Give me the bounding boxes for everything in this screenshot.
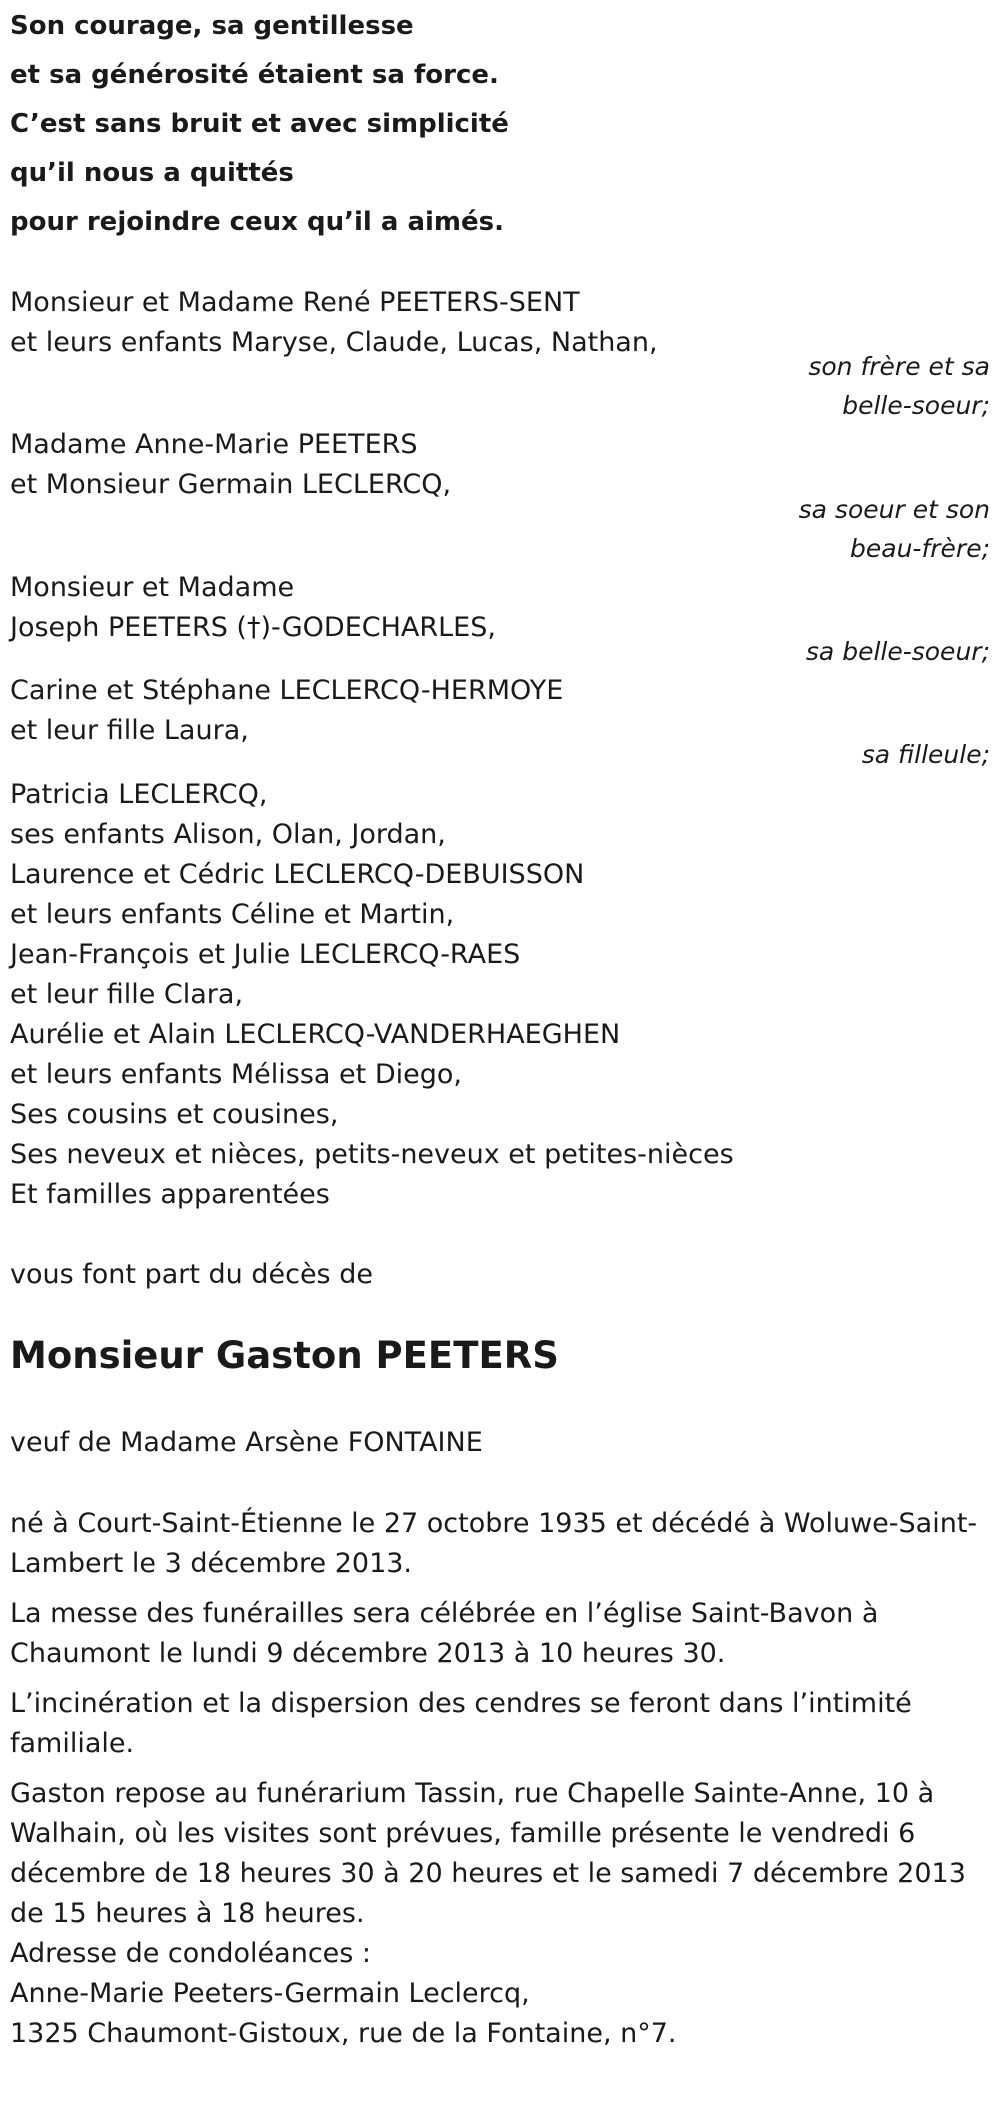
relative-line: Patricia LECLERCQ, [10, 779, 268, 810]
relative-line: Ses neveux et nièces, petits-neveux et petites-nièces [10, 1139, 734, 1170]
birth-death-paragraph: né à Court-Saint-Étienne le 27 octobre 1935 et décédé à Woluwe-Saint-Lambert le 3 décembre 2013. [10, 1508, 978, 1579]
relation-label: belle-soeur; [842, 391, 990, 420]
mass-paragraph: La messe des funérailles sera célébrée en l’église Saint-Bavon à Chaumont le lundi 9 décembre 2013 à 10 heures 30. [10, 1598, 879, 1669]
relation-label: son frère et sa [808, 352, 990, 381]
epitaph-line: et sa générosité étaient sa force. [10, 60, 499, 90]
relative-line: Ses cousins et cousines, [10, 1099, 339, 1130]
relative-line: et leurs enfants Mélissa et Diego, [10, 1059, 462, 1090]
condolences-address: 1325 Chaumont-Gistoux, rue de la Fontaine, n°7. [10, 2018, 677, 2049]
relation-label: sa belle-soeur; [805, 637, 990, 666]
deceased-name: Monsieur Gaston PEETERS [10, 1334, 559, 1377]
relative-line: Et familles apparentées [10, 1179, 330, 1210]
relation-label: beau-frère; [850, 534, 990, 563]
epitaph-line: qu’il nous a quittés [10, 158, 294, 188]
family-line: et leurs enfants Maryse, Claude, Lucas, Nathan, [10, 327, 658, 358]
epitaph-line: pour rejoindre ceux qu’il a aimés. [10, 207, 505, 237]
relation-label: sa soeur et son [798, 495, 990, 524]
family-line: et Monsieur Germain LECLERCQ, [10, 469, 452, 500]
visitation-paragraph: Gaston repose au funérarium Tassin, rue Chapelle Sainte-Anne, 10 à Walhain, où les visites sont prévues, famille présente le vendredi 6 décembre de 18 heures 30 à 20 heures et le samedi 7 décembre 2013 de 15 heures à 18 heures. [10, 1778, 966, 1929]
family-line: Joseph PEETERS (†)-GODECHARLES, [10, 612, 496, 643]
relative-line: Aurélie et Alain LECLERCQ-VANDERHAEGHEN [10, 1019, 621, 1050]
widower-of: veuf de Madame Arsène FONTAINE [10, 1427, 483, 1458]
announcement: vous font part du décès de [10, 1259, 373, 1290]
family-line: Carine et Stéphane LECLERCQ-HERMOYE [10, 675, 564, 706]
relative-line: et leurs enfants Céline et Martin, [10, 899, 455, 930]
relative-line: Laurence et Cédric LECLERCQ-DEBUISSON [10, 859, 585, 890]
condolences-name: Anne-Marie Peeters-Germain Leclercq, [10, 1978, 530, 2009]
cremation-paragraph: L’incinération et la dispersion des cendres se feront dans l’intimité familiale. [10, 1688, 912, 1759]
relative-line: ses enfants Alison, Olan, Jordan, [10, 819, 446, 850]
epitaph-line: C’est sans bruit et avec simplicité [10, 109, 509, 139]
relative-line: et leur fille Clara, [10, 979, 244, 1010]
relative-line: Jean-François et Julie LECLERCQ-RAES [10, 939, 521, 970]
family-line: Monsieur et Madame [10, 572, 295, 603]
condolences-label: Adresse de condoléances : [10, 1938, 372, 1969]
family-line: et leur fille Laura, [10, 715, 249, 746]
epitaph-line: Son courage, sa gentillesse [10, 11, 414, 41]
family-line: Madame Anne-Marie PEETERS [10, 429, 418, 460]
family-line: Monsieur et Madame René PEETERS-SENT [10, 287, 580, 318]
relation-label: sa filleule; [861, 740, 990, 769]
